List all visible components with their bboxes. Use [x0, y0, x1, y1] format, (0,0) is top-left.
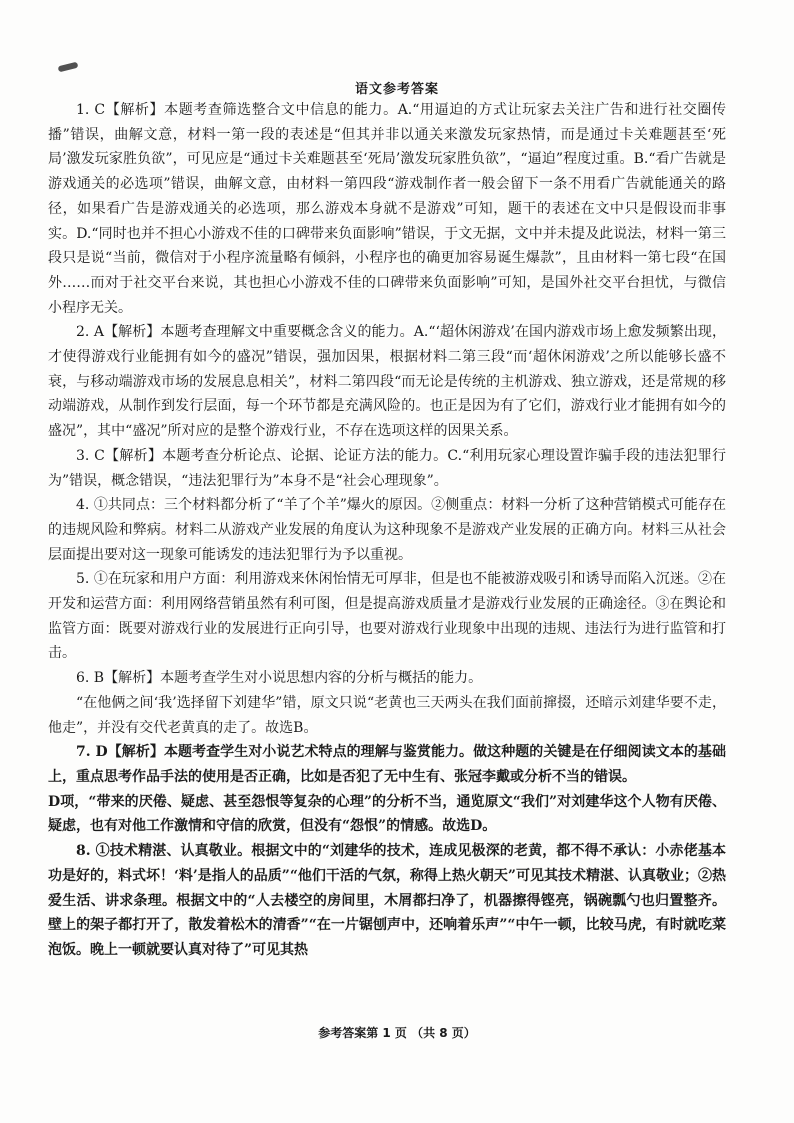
answer-paragraph-3: 3. C【解析】本题考查分析论点、论据、论证方法的能力。C.“利用玩家心理设置诈骗手段的违法犯罪行为”错误，概念错误，“违法犯罪行为”本身不是“社会心理现象”。	[48, 447, 726, 489]
answer-paragraph-5: 5. ①在玩家和用户方面：利用游戏来休闲怡情无可厚非，但是也不能被游戏吸引和诱导而陷入沉迷。②在开发和运营方面：利用网络营销虽然有利可图，但是提高游戏质量才是游戏行业发展的正确途径。③在舆论和监管方面：既要对游戏行业的发展进行正向引导，也要对游戏行业现象中出现的违规、违法行为进行监管和打击。	[48, 571, 726, 662]
answer-paragraph-4: 4. ①共同点：三个材料都分析了“羊了个羊”爆火的原因。②侧重点：材料一分析了这种营销模式可能存在的违规风险和弊病。材料二从游戏产业发展的角度认为这种现象不是游戏产业发展的正确方向。材料三从社会层面提出要对这一现象可能诱发的违法犯罪行为予以重视。	[48, 497, 726, 563]
page-footer: 参考答案第 1 页 （共 8 页）	[318, 1026, 476, 1040]
answer-body	[48, 98, 726, 963]
answer-paragraph-2: 2. A【解析】本题考查理解文中重要概念含义的能力。A.“‘超休闲游戏’在国内游戏市场上愈发频繁出现，才使得游戏行业能拥有如今的盛况”错误，强加因果，根据材料二第三段“而‘超休闲游戏’之所以能够长盛不衰，与移动端游戏市场的发展息息相关”，材料二第四段“而无论是传统的主机游戏、独立游戏，还是常规的移动端游戏，从制作到发行层面，每一个环节都是充满风险的。也正是因为有了它们，游戏行业才能拥有如今的盛况”，其中“盛况”所对应的是整个游戏行业，不存在选项这样的因果关系。	[48, 324, 726, 440]
answer-paragraph-6: 6. B【解析】本题考查学生对小说思想内容的分析与概括的能力。	[76, 670, 483, 687]
answer-paragraph-8: 8. ①技术精湛、认真敬业。根据文中的“刘建华的技术，连成见极深的老黄，都不得不承认：小赤佬基本功是好的，料式坏！‘料’是指人的品质”“他们干活的气氛，称得上热火朝天”可见其技术精湛、认真敬业；②热爱生活、讲求条理。根据文中的“人去楼空的房间里，木屑都扫净了，机器擦得铿亮，锅碗瓢勺也归置整齐。壁上的架子都打开了，散发着松木的清香”“在一片锯刨声中，还响着乐声”“中午一顿，比较马虎，有时就吃菜泡饭。晚上一顿就要认真对待了”可见其热	[48, 843, 726, 958]
answer-paragraph-1: 1. C【解析】本题考查筛选整合文中信息的能力。A.“用逼迫的方式让玩家去关注广告和进行社交圈传播”错误，曲解文意，材料一第一段的表述是“但其并非以通关来激发玩家热情，而是通过卡关难题甚至‘死局’激发玩家胜负欲”，可见应是“通过卡关难题甚至‘死局’激发玩家胜负欲”，“逼迫”程度过重。B.“看广告就是游戏通关的必选项”错误，曲解文意，由材料一第四段“游戏制作者一般会留下一条不用看广告就能通关的路径，如果看广告是游戏通关的必选项，那么游戏本身就不是游戏”可知，题干的表述在文中只是假设而非事实。D.“同时也并不担心小游戏不佳的口碑带来负面影响”错误，于文无据，文中并未提及此说法，材料一第三段只是说“当前，微信对于小程序流量略有倾斜，小程序也的确更加容易诞生爆款”，且由材料一第七段“在国外……而对于社交平台来说，其也担心小游戏不佳的口碑带来负面影响”可知，是国外社交平台担忧，与微信小程序无关。	[48, 102, 726, 316]
answer-paragraph-7-detail: D项，“带来的厌倦、疑虑、甚至怨恨等复杂的心理”的分析不当，通览原文“我们”对刘建华这个人物有厌倦、疑虑，也有对他工作激情和守信的欣赏，但没有“怨恨”的情感。故选D。	[48, 793, 726, 835]
scan-mark	[58, 62, 79, 73]
page-title: 语文参考答案	[354, 82, 439, 97]
answer-paragraph-6-detail: “在他俩之间‘我’选择留下刘建华”错，原文只说“老黄也三天两头在我们面前撺掇，还暗示刘建华要不走，他走”，并没有交代老黄真的走了。故选B。	[48, 694, 726, 736]
answer-paragraph-7: 7. D【解析】本题考查学生对小说艺术特点的理解与鉴赏能力。做这种题的关键是在仔细阅读文本的基础上，重点思考作品手法的使用是否正确，比如是否犯了无中生有、张冠李戴或分析不当的错误。	[48, 744, 726, 785]
